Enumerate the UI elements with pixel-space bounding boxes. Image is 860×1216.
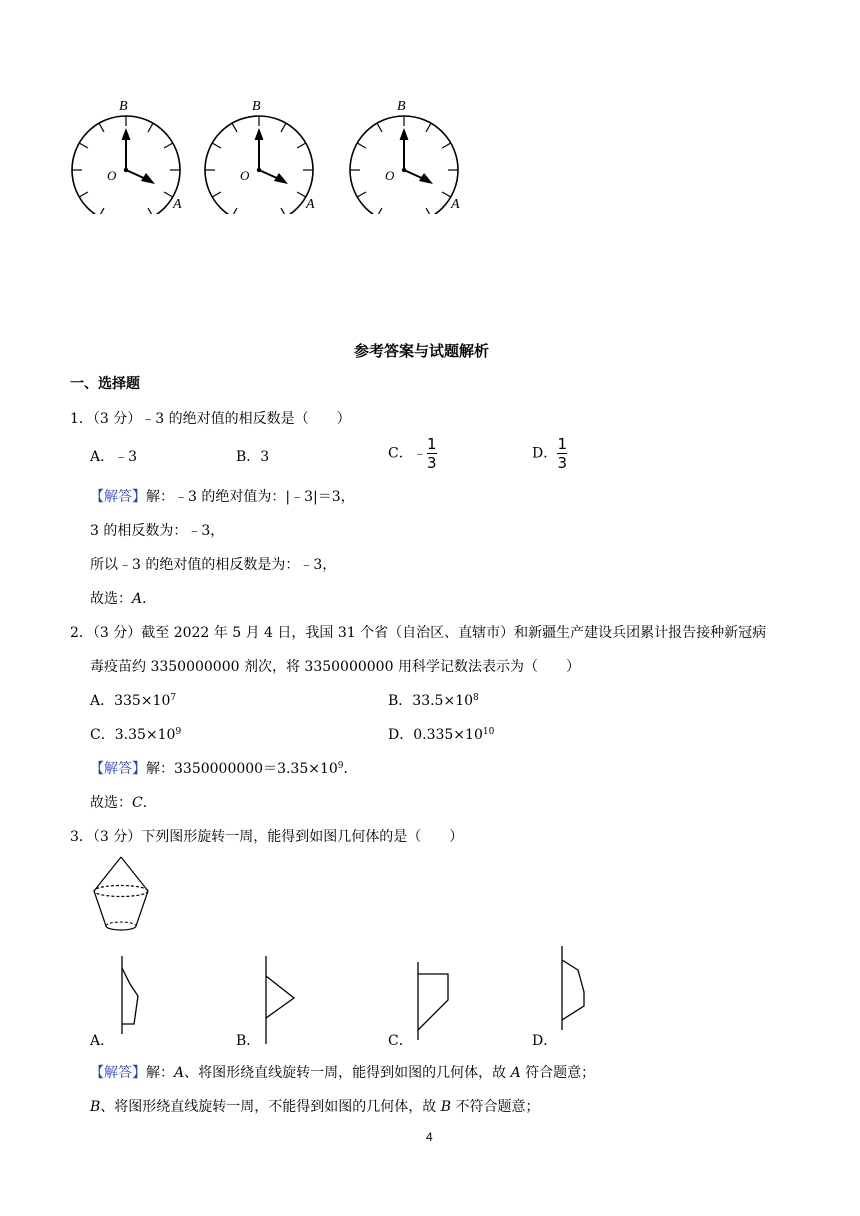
q3-option-a-label: A． bbox=[90, 1033, 115, 1049]
q3-option-c-label: C． bbox=[388, 1033, 413, 1049]
clock-label-o: O bbox=[107, 168, 117, 183]
clock-figure-3 bbox=[344, 96, 469, 214]
clock-figure-2 bbox=[199, 96, 324, 214]
q1-answer bbox=[90, 486, 355, 506]
q1-stem: 1．（3 分）﹣3 的绝对值的相反数是（ ） bbox=[70, 411, 351, 427]
q1-answer-line3: 所以﹣3 的绝对值的相反数是为：﹣3， bbox=[90, 557, 337, 573]
clock-label-b: B bbox=[397, 99, 406, 114]
q3-figure-d bbox=[554, 944, 594, 1032]
q3-option-b-label: B． bbox=[236, 1033, 261, 1049]
q2-option-d: D．$0.335\times 10^{10}$ bbox=[388, 727, 495, 743]
solid-figure bbox=[88, 854, 154, 934]
answer-tag: 【解答】 bbox=[90, 489, 146, 505]
fraction-denominator: 3 bbox=[557, 454, 567, 472]
q1-option-c-fraction bbox=[427, 436, 437, 471]
q2-stem-line2: 毒疫苗约 3350000000 剂次，将 3350000000 用科学记数法表示为（ ） bbox=[90, 659, 580, 675]
clock-label-b: B bbox=[119, 99, 128, 114]
q1-answer-line2: 3 的相反数为：﹣3， bbox=[90, 523, 225, 539]
q2-option-a: A．$335\times 10^7$ bbox=[90, 693, 177, 709]
q2-choice: 故选：C． bbox=[90, 795, 157, 811]
q3-figure-a bbox=[110, 954, 150, 1036]
q2-option-c: C．$3.35\times 10^9$ bbox=[90, 727, 182, 743]
clock-label-o: O bbox=[385, 168, 395, 183]
q1-option-c bbox=[388, 436, 437, 471]
q1-option-c-label: C．﹣ bbox=[388, 445, 427, 462]
q2-stem-line1: 2．（3 分）截至 2022 年 5 月 4 日，我国 31 个省（自治区、直辖市）和新疆生产建设兵团累计报告接种新冠病 bbox=[70, 625, 767, 641]
q2-option-b: B．$33.5\times 10^8$ bbox=[388, 693, 479, 709]
clock-label-a: A bbox=[451, 197, 460, 212]
q1-choice: 故选：A． bbox=[90, 591, 157, 607]
clock-figure-1 bbox=[66, 96, 191, 214]
q1-option-a: A．﹣3 bbox=[90, 449, 138, 465]
answer-tag: 【解答】 bbox=[90, 761, 146, 777]
q3-figure-c bbox=[408, 960, 456, 1042]
page-heading: 参考答案与试题解析 bbox=[354, 342, 490, 360]
q2-answer: 【解答】解：$3350000000=3.35\times 10^9$． bbox=[90, 761, 358, 777]
q1-answer-line1: 解：﹣3 的绝对值为：|﹣3|＝3， bbox=[146, 489, 355, 505]
q1-option-b: B．3 bbox=[236, 449, 270, 465]
q3-answer-line1: 【解答】解：A、将图形绕直线旋转一周，能得到如图的几何体，故 A 符合题意； bbox=[90, 1065, 596, 1081]
q3-figure-b bbox=[258, 954, 302, 1046]
fraction-numerator: 1 bbox=[426, 435, 437, 453]
q3-answer-line2: B、将图形绕直线旋转一周，不能得到如图的几何体，故 B 不符合题意； bbox=[90, 1099, 540, 1115]
q1-option-d-label: D． bbox=[532, 445, 558, 462]
clock-label-a: A bbox=[173, 197, 182, 212]
q1-option-d bbox=[532, 436, 567, 471]
page-number: 4 bbox=[426, 1130, 433, 1144]
section-title: 一、选择题 bbox=[70, 376, 140, 392]
clock-label-o: O bbox=[240, 168, 250, 183]
q3-stem: 3．（3 分）下列图形旋转一周，能得到如图几何体的是（ ） bbox=[70, 829, 464, 845]
clock-label-a: A bbox=[306, 197, 315, 212]
answer-tag: 【解答】 bbox=[90, 1065, 146, 1081]
q1-option-d-fraction bbox=[557, 436, 567, 471]
fraction-denominator: 3 bbox=[426, 454, 437, 472]
clock-label-b: B bbox=[252, 99, 261, 114]
q3-option-d-label: D． bbox=[532, 1033, 558, 1049]
fraction-numerator: 1 bbox=[557, 435, 567, 453]
